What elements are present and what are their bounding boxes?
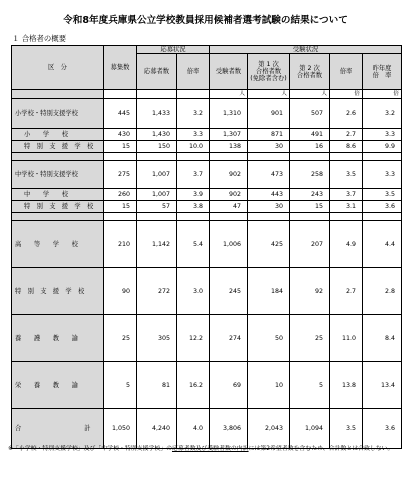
cell-boshu: 430 bbox=[104, 129, 137, 141]
header-second-pass: 第 2 次 合格者数 bbox=[290, 54, 330, 90]
table-row bbox=[12, 362, 402, 409]
cell-oubo-rate: 3.9 bbox=[177, 189, 210, 201]
table-row bbox=[12, 161, 402, 189]
cell-jukken: 902 bbox=[210, 189, 248, 201]
row-label: 小学校・特別支援学校 bbox=[12, 99, 104, 129]
results-table bbox=[11, 45, 402, 449]
cell-first: 871 bbox=[248, 129, 290, 141]
cell-last: 3.6 bbox=[363, 409, 402, 449]
header-oubo-rate: 倍率 bbox=[177, 54, 210, 90]
cell-boshu: 210 bbox=[104, 221, 137, 268]
cell-first: 30 bbox=[248, 141, 290, 153]
cell-jukken: 47 bbox=[210, 201, 248, 213]
row-label: 特 別 支 援 学 校 bbox=[12, 268, 104, 315]
cell-boshu: 1,050 bbox=[104, 409, 137, 449]
cell-first: 30 bbox=[248, 201, 290, 213]
cell-last: 9.9 bbox=[363, 141, 402, 153]
cell-second: 207 bbox=[290, 221, 330, 268]
cell-last: 3.3 bbox=[363, 161, 402, 189]
cell-second: 258 bbox=[290, 161, 330, 189]
cell-second: 15 bbox=[290, 201, 330, 213]
cell-oubo: 272 bbox=[137, 268, 177, 315]
header-jukken-group: 受験状況 bbox=[210, 46, 402, 54]
header-boshu: 募集数 bbox=[104, 46, 137, 90]
cell-jukken: 3,806 bbox=[210, 409, 248, 449]
header-category: 区 分 bbox=[12, 46, 104, 90]
cell-oubo-rate: 4.0 bbox=[177, 409, 210, 449]
cell-second: 16 bbox=[290, 141, 330, 153]
cell-boshu: 15 bbox=[104, 201, 137, 213]
cell-last: 3.3 bbox=[363, 129, 402, 141]
cell-oubo: 1,007 bbox=[137, 161, 177, 189]
cell-jukken: 1,006 bbox=[210, 221, 248, 268]
cell-oubo: 4,240 bbox=[137, 409, 177, 449]
cell-first: 184 bbox=[248, 268, 290, 315]
cell-oubo: 81 bbox=[137, 362, 177, 409]
table-row bbox=[12, 129, 402, 141]
cell-rate: 3.5 bbox=[330, 161, 363, 189]
cell-second: 491 bbox=[290, 129, 330, 141]
cell-oubo: 1,142 bbox=[137, 221, 177, 268]
cell-boshu: 90 bbox=[104, 268, 137, 315]
cell-jukken: 274 bbox=[210, 315, 248, 362]
cell-rate: 11.0 bbox=[330, 315, 363, 362]
cell-last: 8.4 bbox=[363, 315, 402, 362]
header-oubo-group: 応募状況 bbox=[137, 46, 210, 54]
cell-oubo-rate: 5.4 bbox=[177, 221, 210, 268]
cell-first: 10 bbox=[248, 362, 290, 409]
cell-boshu: 25 bbox=[104, 315, 137, 362]
row-label: 小 学 校 bbox=[12, 129, 104, 141]
cell-rate: 2.6 bbox=[330, 99, 363, 129]
row-label: 高 等 学 校 bbox=[12, 221, 104, 268]
unit-bai: 倍 bbox=[363, 90, 402, 99]
unit-nin: 人 bbox=[248, 90, 290, 99]
cell-oubo: 57 bbox=[137, 201, 177, 213]
cell-second: 25 bbox=[290, 315, 330, 362]
cell-rate: 13.8 bbox=[330, 362, 363, 409]
cell-rate: 3.1 bbox=[330, 201, 363, 213]
cell-last: 3.5 bbox=[363, 189, 402, 201]
row-label: 養 護 教 諭 bbox=[12, 315, 104, 362]
unit-bai: 倍 bbox=[330, 90, 363, 99]
section-heading: １ 合格者の概要 bbox=[12, 34, 67, 43]
unit-nin: 人 bbox=[290, 90, 330, 99]
cell-oubo: 1,433 bbox=[137, 99, 177, 129]
cell-first: 901 bbox=[248, 99, 290, 129]
cell-last: 13.4 bbox=[363, 362, 402, 409]
cell-first: 50 bbox=[248, 315, 290, 362]
cell-oubo-rate: 10.0 bbox=[177, 141, 210, 153]
cell-boshu: 15 bbox=[104, 141, 137, 153]
table-row bbox=[12, 221, 402, 268]
cell-first: 2,043 bbox=[248, 409, 290, 449]
table-row bbox=[12, 189, 402, 201]
cell-rate: 2.7 bbox=[330, 268, 363, 315]
cell-second: 92 bbox=[290, 268, 330, 315]
unit-nin: 人 bbox=[210, 90, 248, 99]
cell-rate: 3.5 bbox=[330, 409, 363, 449]
page-title: 令和8年度兵庫県公立学校教員採用候補者選考試験の結果について bbox=[63, 15, 348, 26]
cell-oubo-rate: 16.2 bbox=[177, 362, 210, 409]
table-row bbox=[12, 201, 402, 213]
cell-oubo-rate: 3.8 bbox=[177, 201, 210, 213]
cell-oubo-rate: 3.2 bbox=[177, 99, 210, 129]
row-label: 中学校・特別支援学校 bbox=[12, 161, 104, 189]
cell-last: 3.6 bbox=[363, 201, 402, 213]
cell-last: 2.8 bbox=[363, 268, 402, 315]
cell-jukken: 245 bbox=[210, 268, 248, 315]
table-row bbox=[12, 141, 402, 153]
table-row bbox=[12, 99, 402, 129]
cell-oubo-rate: 3.7 bbox=[177, 161, 210, 189]
cell-first: 425 bbox=[248, 221, 290, 268]
row-label: 中 学 校 bbox=[12, 189, 104, 201]
cell-oubo: 305 bbox=[137, 315, 177, 362]
header-rate: 倍率 bbox=[330, 54, 363, 90]
cell-last: 3.2 bbox=[363, 99, 402, 129]
cell-oubo-rate: 12.2 bbox=[177, 315, 210, 362]
cell-boshu: 275 bbox=[104, 161, 137, 189]
footnote: ※「小学校・特別支援学校」及び「中学校・特別支援学校」の応募者数及び受験者数の内訳には第2希望者数を含むため、合計数とは合致しない。 bbox=[8, 446, 394, 452]
cell-rate: 2.7 bbox=[330, 129, 363, 141]
cell-oubo-rate: 3.3 bbox=[177, 129, 210, 141]
header-first-pass: 第 1 次 合格者数 (免除者含む) bbox=[248, 54, 290, 90]
cell-second: 1,094 bbox=[290, 409, 330, 449]
cell-last: 4.4 bbox=[363, 221, 402, 268]
cell-boshu: 260 bbox=[104, 189, 137, 201]
cell-oubo: 1,007 bbox=[137, 189, 177, 201]
cell-jukken: 69 bbox=[210, 362, 248, 409]
cell-boshu: 5 bbox=[104, 362, 137, 409]
cell-second: 5 bbox=[290, 362, 330, 409]
row-label: 栄 養 教 諭 bbox=[12, 362, 104, 409]
header-jukken-count: 受験者数 bbox=[210, 54, 248, 90]
cell-boshu: 445 bbox=[104, 99, 137, 129]
cell-jukken: 1,310 bbox=[210, 99, 248, 129]
header-last-year: 昨年度 倍 率 bbox=[363, 54, 402, 90]
row-label: 合 計 bbox=[12, 409, 104, 449]
table-row bbox=[12, 315, 402, 362]
cell-second: 507 bbox=[290, 99, 330, 129]
header-oubo-count: 応募者数 bbox=[137, 54, 177, 90]
cell-rate: 3.7 bbox=[330, 189, 363, 201]
cell-rate: 4.9 bbox=[330, 221, 363, 268]
table-row bbox=[12, 268, 402, 315]
cell-first: 473 bbox=[248, 161, 290, 189]
cell-jukken: 902 bbox=[210, 161, 248, 189]
cell-oubo: 150 bbox=[137, 141, 177, 153]
cell-jukken: 138 bbox=[210, 141, 248, 153]
cell-oubo: 1,430 bbox=[137, 129, 177, 141]
cell-jukken: 1,307 bbox=[210, 129, 248, 141]
cell-rate: 8.6 bbox=[330, 141, 363, 153]
cell-second: 243 bbox=[290, 189, 330, 201]
row-label: 特 別 支 援 学 校 bbox=[12, 201, 104, 213]
cell-oubo-rate: 3.0 bbox=[177, 268, 210, 315]
cell-first: 443 bbox=[248, 189, 290, 201]
row-label: 特 別 支 援 学 校 bbox=[12, 141, 104, 153]
